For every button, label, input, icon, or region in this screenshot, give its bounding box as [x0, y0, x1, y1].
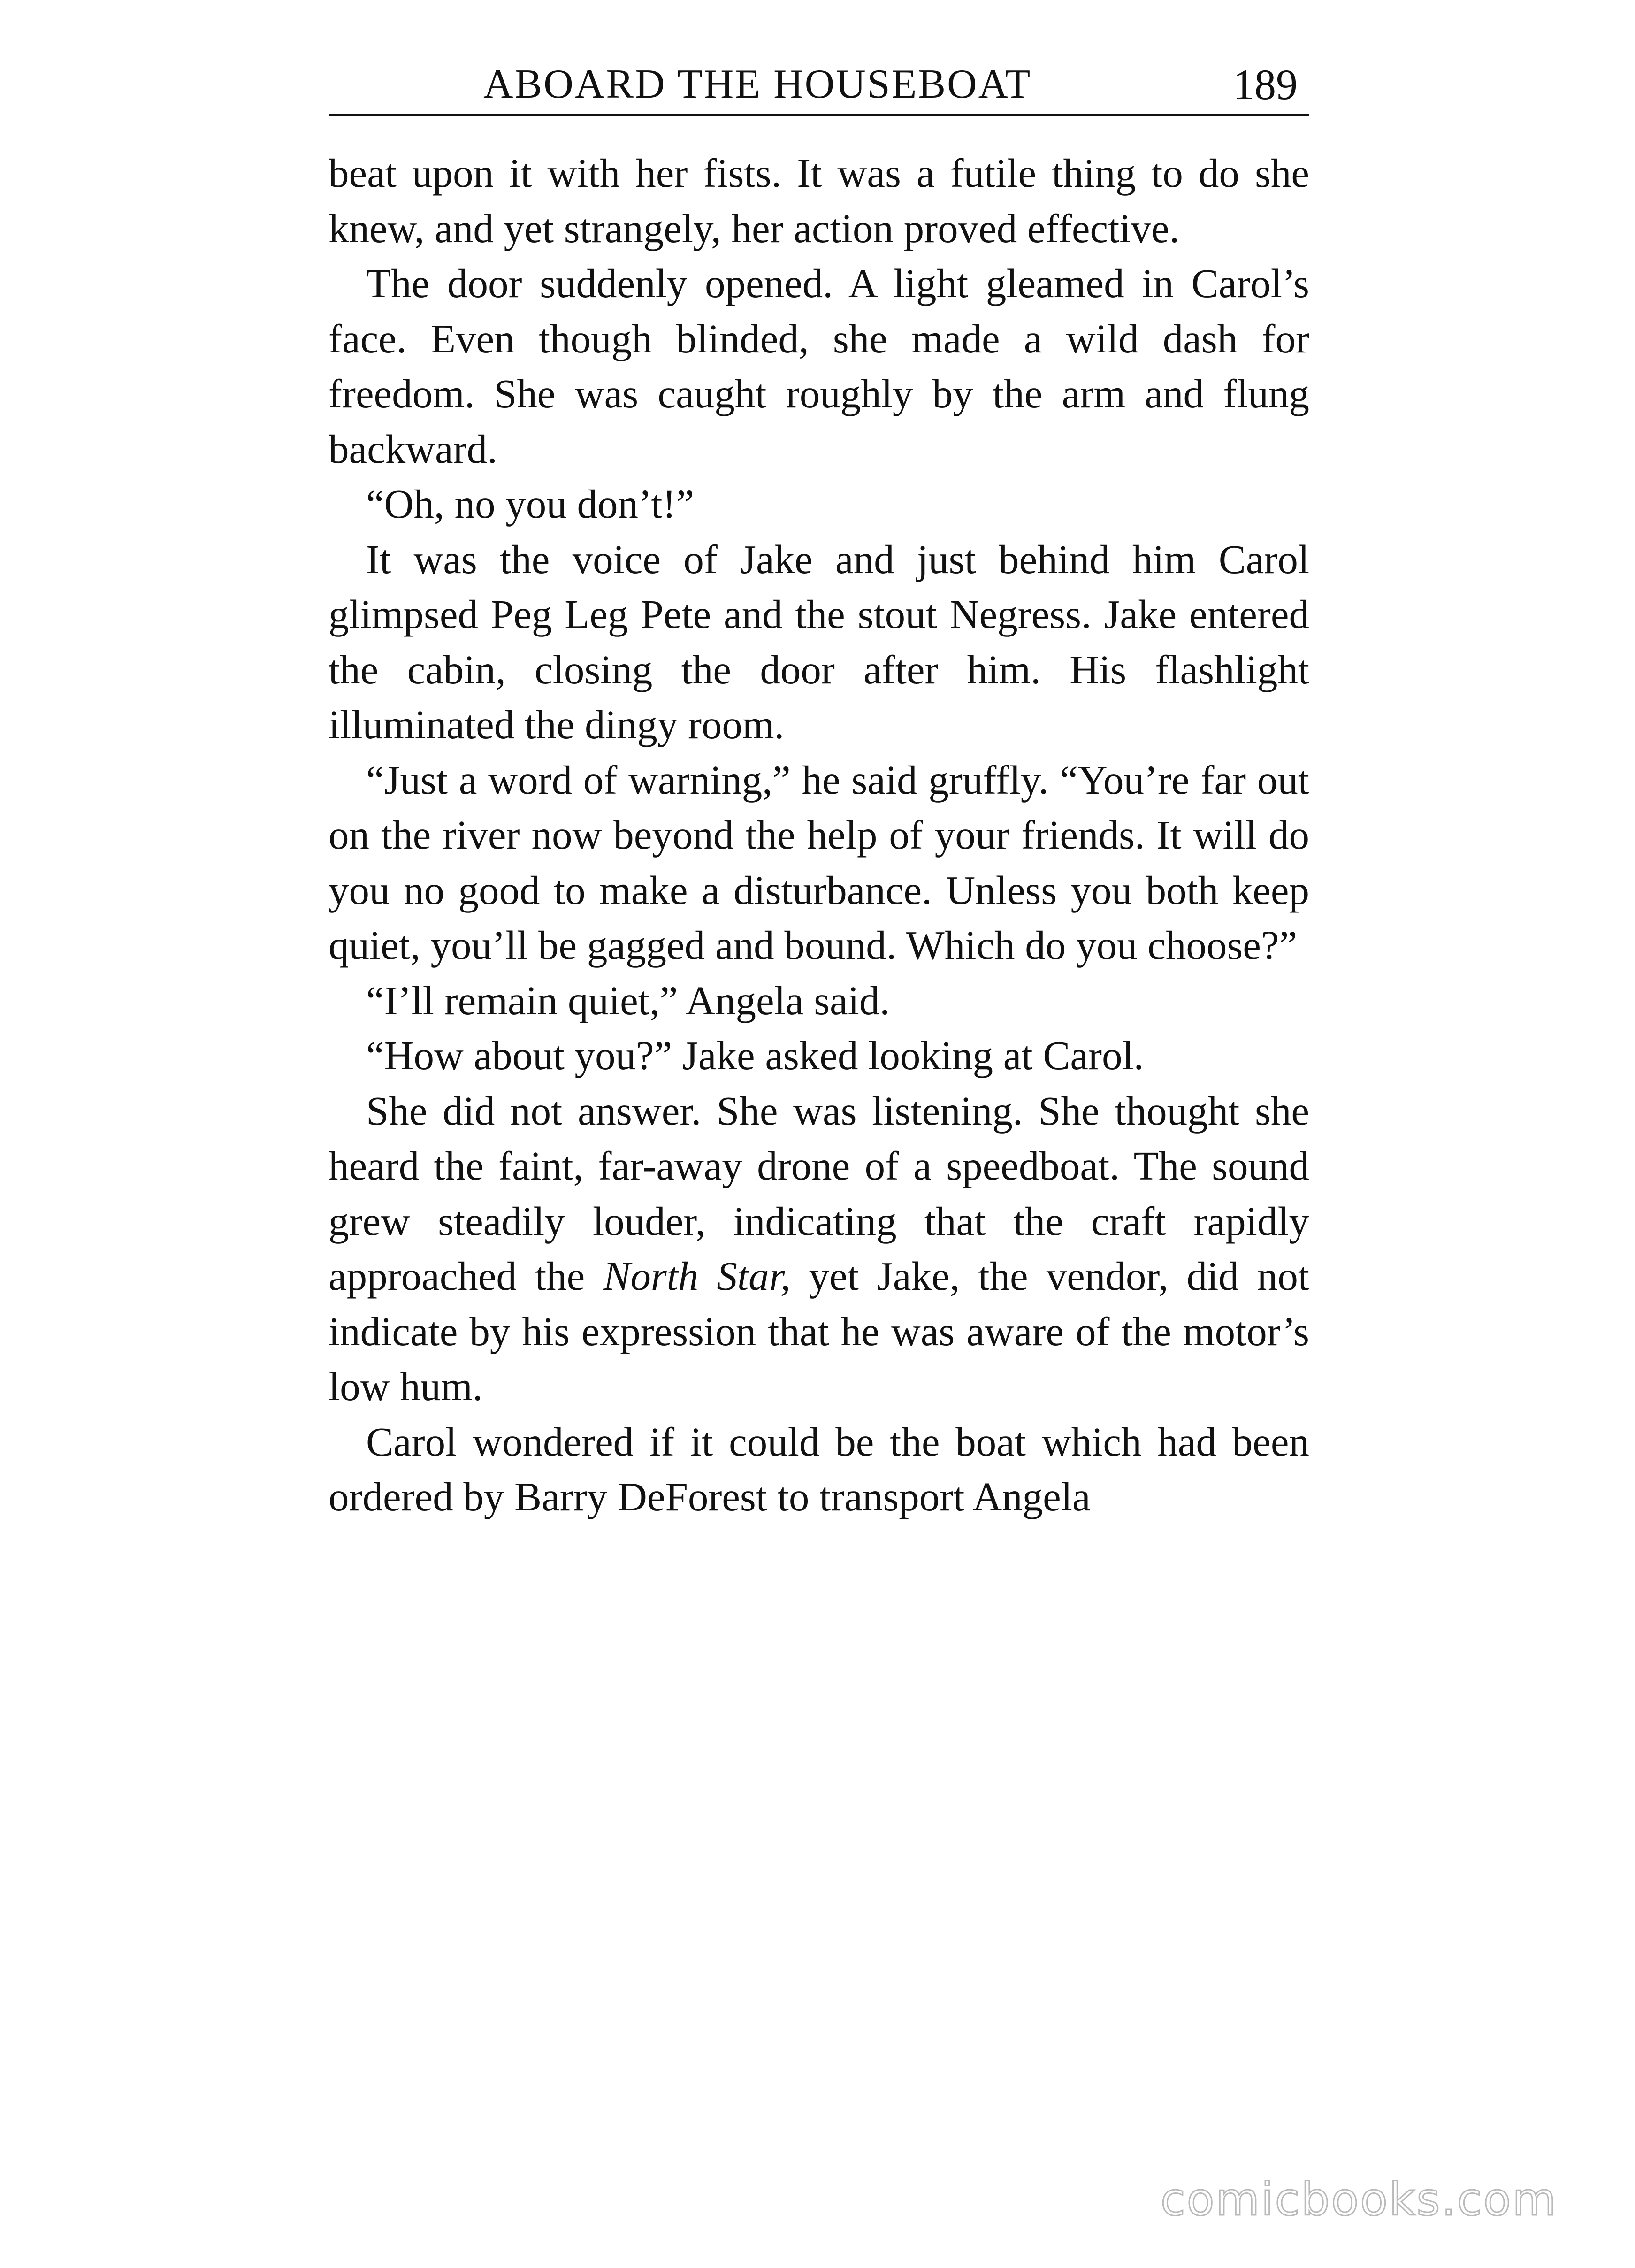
running-title: ABOARD THE HOUSEBOAT [483, 61, 1032, 107]
paragraph: “Just a word of warning,” he said gruffly. “You’re far out on the river now beyond the help of your friends. It will do you no good to make a disturbance. Unless you both keep quiet, you’ll be gagged and bound. Which do you choose?” [329, 757, 1309, 968]
paragraph-text: yet Jake, the vendor, did not indicate by his expression that he was aware of the motor’s low hum. [329, 1253, 1310, 1409]
header-rule [329, 114, 1309, 116]
italic-ship-name: North Star, [603, 1253, 791, 1299]
paragraph: beat upon it with her fists. It was a futile thing to do she knew, and yet strangely, her action proved effective. [329, 150, 1309, 251]
body-text [329, 146, 1309, 1525]
paragraph: Carol wondered if it could be the boat which had been ordered by Barry DeForest to transport Angela [329, 1418, 1309, 1519]
paragraph: The door suddenly opened. A light gleamed in Carol’s face. Even though blinded, she made a wild dash for freedom. She was caught roughly by the arm and flung backward. [329, 261, 1309, 472]
paragraph-text: She did not answer. She was listening. She thought she heard the faint, far-away drone of a speedboat. The sound grew steadily louder, indicating that the craft rapidly approached the [329, 1088, 1309, 1299]
watermark: comicbooks.com [1160, 2173, 1558, 2226]
paragraph: “How about you?” Jake asked looking at Carol. [366, 1033, 1144, 1078]
page-number: 189 [1233, 61, 1298, 108]
paragraph [329, 1083, 1309, 1414]
paragraph: “Oh, no you don’t!” [366, 481, 695, 527]
paragraph: “I’ll remain quiet,” Angela said. [366, 977, 890, 1023]
running-head [329, 56, 1309, 113]
paragraph: It was the voice of Jake and just behind him Carol glimpsed Peg Leg Pete and the stout Negress. Jake entered the cabin, closing the door after him. His flashlight illuminated the dingy room. [329, 536, 1309, 747]
